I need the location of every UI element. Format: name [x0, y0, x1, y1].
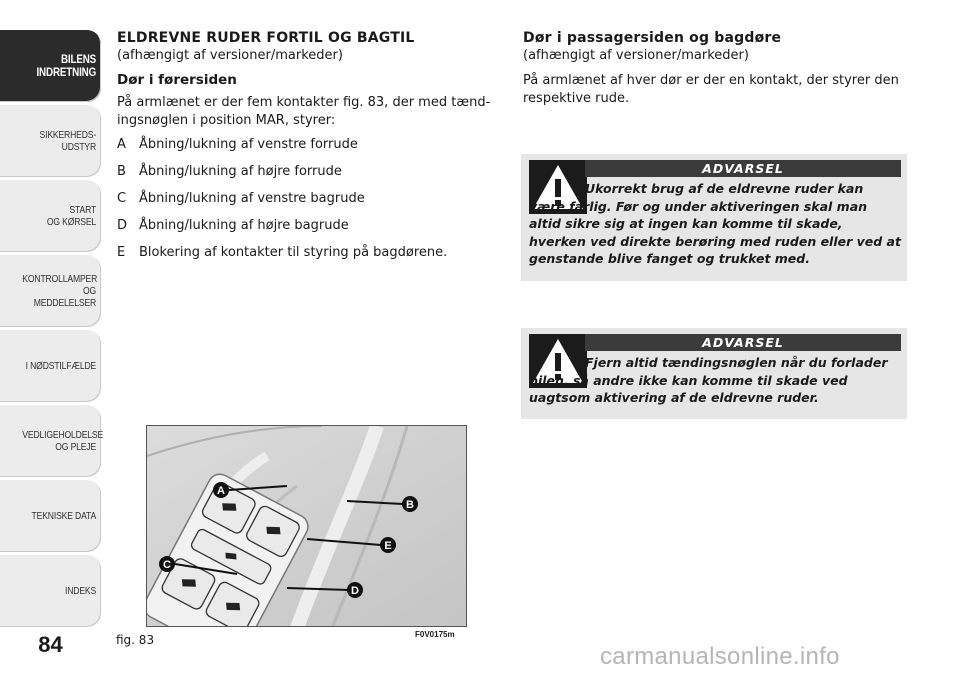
item-text: Åbning/lukning af venstre forrude: [139, 137, 358, 152]
item-letter: D: [117, 218, 128, 233]
watermark: carmanualsonline.info: [600, 643, 840, 670]
switch-list: [117, 136, 502, 262]
warning-box: [521, 328, 907, 419]
list-item: [117, 163, 502, 181]
switch-panel-illustration: [147, 426, 467, 627]
callout-b: [402, 496, 418, 512]
tab-bilens-indretning[interactable]: [0, 30, 101, 102]
page-number: 84: [38, 632, 63, 657]
callout-e-label: E: [384, 540, 392, 552]
callout-c: [159, 556, 175, 572]
passenger-door-text: På armlænet af hver dør er der en kontakt, der styrer den respektive rude.: [523, 73, 899, 106]
item-text: Blokering af kontakter til styring på bagdørene.: [139, 245, 448, 260]
tab-nodstilfaelde[interactable]: [0, 330, 101, 402]
tab-start-og-korsel[interactable]: [0, 180, 101, 252]
item-letter: B: [117, 164, 126, 179]
tab-kontrollamper[interactable]: [0, 255, 101, 327]
tab-label: TEKNISKE DATA: [31, 510, 97, 522]
tab-sikkerhedsudstyr[interactable]: [0, 105, 101, 177]
tab-label: START OG KØRSEL: [46, 204, 97, 228]
intro-text: På armlænet er der fem kontakter fig. 83, der med tænd-ingsnøglen i position MAR, styrer:: [117, 95, 491, 128]
callout-b-label: B: [406, 499, 414, 511]
tab-indeks[interactable]: [0, 555, 101, 627]
item-letter: A: [117, 137, 126, 152]
warning-text: Fjern altid tændingsnøglen når du forlader bilen, så andre ikke kan komme til skade ved uagtsom aktivering af de eldrevne ruder.: [529, 355, 888, 405]
tab-label: SIKKERHEDS- UDSTYR: [39, 129, 97, 153]
warning-label: ADVARSEL: [585, 160, 901, 177]
tab-label: INDEKS: [64, 585, 97, 597]
tab-label: VEDLIGEHOLDELSE OG PLEJE: [22, 429, 104, 453]
warning-label: ADVARSEL: [585, 334, 901, 351]
passenger-door-note: (afhængigt af versioner/markeder): [523, 48, 749, 63]
section-note: (afhængigt af versioner/markeder): [117, 48, 343, 63]
list-item: [117, 136, 502, 154]
driver-door-heading: Dør i førersiden: [117, 72, 237, 88]
section-title: ELDREVNE RUDER FORTIL OG BAGTIL: [117, 30, 415, 46]
callout-a: [213, 482, 229, 498]
item-text: Åbning/lukning af højre bagrude: [139, 218, 349, 233]
callout-e: [380, 537, 396, 553]
tab-label: KONTROLLAMPER OG MEDDELELSER: [22, 273, 98, 309]
right-column: [523, 30, 913, 114]
item-letter: C: [117, 191, 127, 206]
list-item: [117, 244, 502, 262]
callout-c-label: C: [163, 559, 171, 571]
item-letter: E: [117, 245, 126, 260]
tab-vedligeholdelse[interactable]: [0, 405, 104, 477]
passenger-door-heading: Dør i passagersiden og bagdøre: [523, 30, 782, 46]
warning-box: [521, 154, 907, 281]
tab-label: I NØDSTILFÆLDE: [25, 360, 97, 372]
figure-window-switches: [146, 425, 467, 627]
callout-d: [347, 582, 363, 598]
chapter-tabs: [0, 30, 104, 630]
callout-d-label: D: [351, 585, 359, 597]
list-item: [117, 217, 502, 235]
figure-caption: fig. 83: [116, 633, 155, 647]
left-column: [117, 30, 502, 271]
callout-a-label: A: [217, 485, 225, 497]
item-text: Åbning/lukning af højre forrude: [139, 164, 342, 179]
tab-tekniske-data[interactable]: [0, 480, 101, 552]
list-item: [117, 190, 502, 208]
tab-label: BILENS INDRETNING: [36, 52, 97, 79]
warning-text: Ukorrekt brug af de eldrevne ruder kan være farlig. Før og under aktiveringen skal man altid sikre sig at ingen kan komme til skade, hverken ved direkte berøring med ruden eller ved at genstande blive fanget og trukket med.: [529, 181, 901, 266]
item-text: Åbning/lukning af venstre bagrude: [139, 191, 365, 206]
figure-code: F0V0175m: [415, 630, 455, 639]
